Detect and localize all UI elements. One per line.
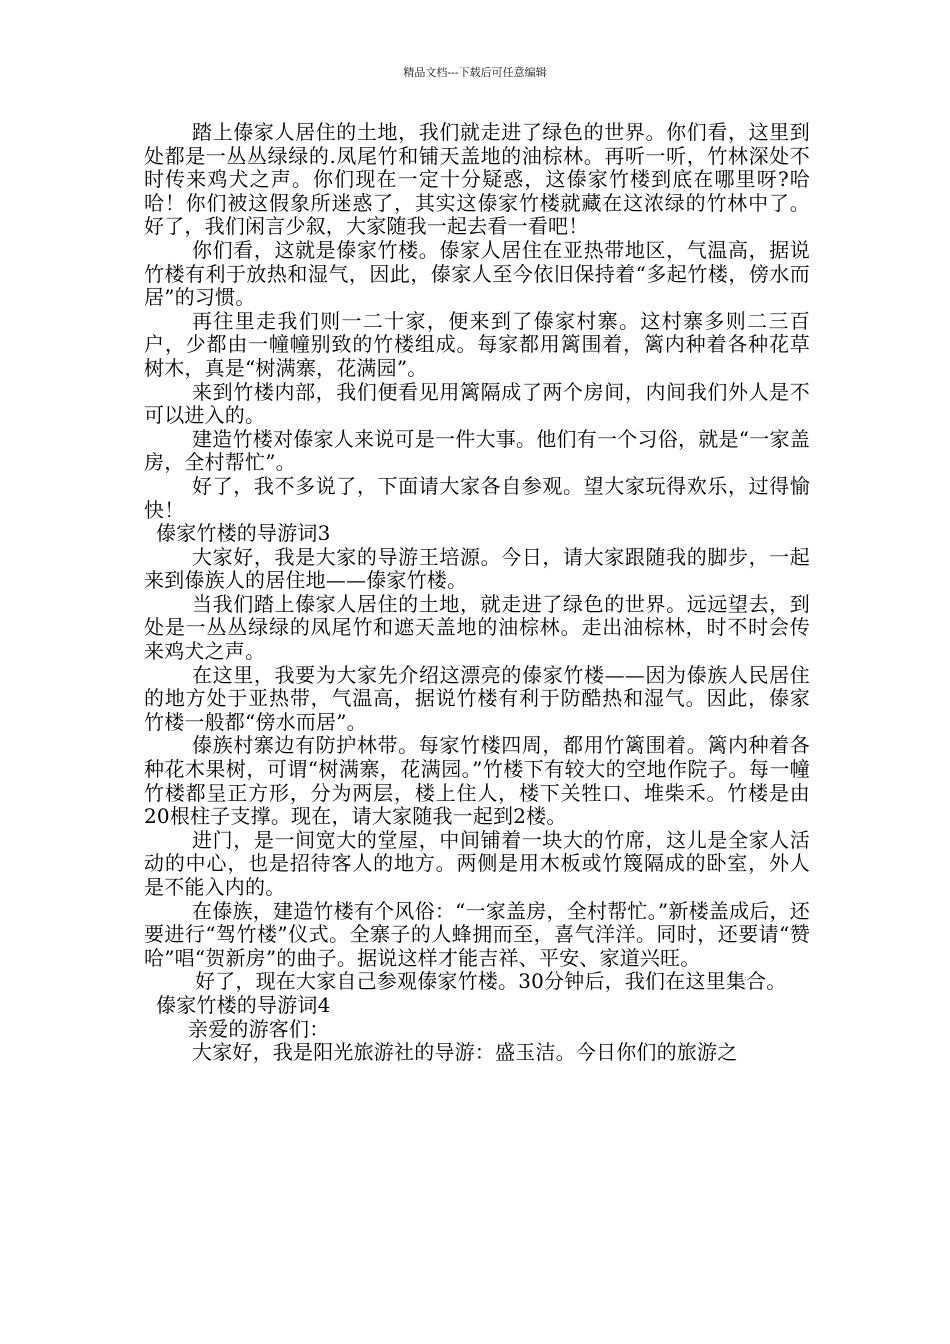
page-header: 精品文档---下载后可任意编辑: [403, 66, 547, 79]
paragraph: 好了，现在大家自己参观傣家竹楼。30分钟后，我们在这里集合。: [195, 969, 787, 994]
paragraph: 你们看，这就是傣家竹楼。傣家人居住在亚热带地区，气温高，据说竹楼有利于放热和湿气，因此，傣家人至今依旧保持着“多起竹楼，傍水而居”的习惯。: [144, 237, 810, 310]
document-body: [144, 121, 810, 1065]
paragraph: 当我们踏上傣家人居住的土地，就走进了绿色的世界。远远望去，到处是一丛丛绿绿的凤尾竹和遮天盖地的油棕林。走出油棕林，时不时会传来鸡犬之声。: [144, 591, 810, 664]
greeting: 亲爱的游客们：: [188, 1016, 330, 1041]
paragraph: 踏上傣家人居住的土地，我们就走进了绿色的世界。你们看，这里到处都是一丛丛绿绿的.凤尾竹和铺天盖地的油棕林。再听一听，竹林深处不时传来鸡犬之声。你们现在一定十分疑惑，这傣家竹楼到底在哪里呀?哈哈！你们被这假象所迷惑了，其实这傣家竹楼就藏在这浓绿的竹林中了。好了，我们闲言少叙，大家随我一起去看一看吧！: [144, 120, 810, 239]
paragraph: 在这里，我要为大家先介绍这漂亮的傣家竹楼——因为傣族人民居住的地方处于亚热带，气温高，据说竹楼有利于防酷热和湿气。因此，傣家竹楼一般都“傍水而居”。: [144, 662, 810, 734]
paragraph: 建造竹楼对傣家人来说可是一件大事。他们有一个习俗，就是“一家盖房，全村帮忙”。: [144, 426, 810, 475]
paragraph: 好了，我不多说了，下面请大家各自参观。望大家玩得欢乐，过得愉快！: [144, 473, 810, 522]
section-heading: 傣家竹楼的导游词4: [156, 992, 331, 1017]
paragraph: 傣族村寨边有防护林带。每家竹楼四周，都用竹篱围着。篱内种着各种花木果树，可谓“树满寨，花满园。”竹楼下有较大的空地作院子。每一幢竹楼都呈正方形，分为两层，楼上住人，楼下关牲口、堆柴禾。竹楼是由20根柱子支撑。现在，请大家随我一起到2楼。: [144, 733, 810, 829]
paragraph: 在傣族，建造竹楼有个风俗：“一家盖房，全村帮忙。”新楼盖成后，还要进行“驾竹楼”仪式。全寨子的人蜂拥而至，喜气洋洋。同时，还要请“赞哈”唱“贺新房”的曲子。据说这样才能吉祥、平安、家道兴旺。: [144, 898, 810, 970]
paragraph: 大家好，我是阳光旅游社的导游：盛玉洁。今日你们的旅游之: [192, 1040, 738, 1065]
paragraph: 来到竹楼内部，我们便看见用篱隔成了两个房间，内间我们外人是不可以进入的。: [144, 379, 810, 428]
paragraph: 进门，是一间宽大的堂屋，中间铺着一块大的竹席，这儿是全家人活动的中心，也是招待客人的地方。两侧是用木板或竹篾隔成的卧室，外人是不能入内的。: [144, 827, 810, 899]
section-heading: 傣家竹楼的导游词3: [156, 521, 331, 546]
paragraph: 大家好，我是大家的导游王培源。今日，请大家跟随我的脚步，一起来到傣族人的居住地——傣家竹楼。: [144, 544, 810, 593]
paragraph: 再往里走我们则一二十家，便来到了傣家村寨。这村寨多则二三百户，少都由一幢幢别致的竹楼组成。每家都用篱围着，篱内种着各种花草树木，真是“树满寨，花满园”。: [144, 308, 810, 380]
